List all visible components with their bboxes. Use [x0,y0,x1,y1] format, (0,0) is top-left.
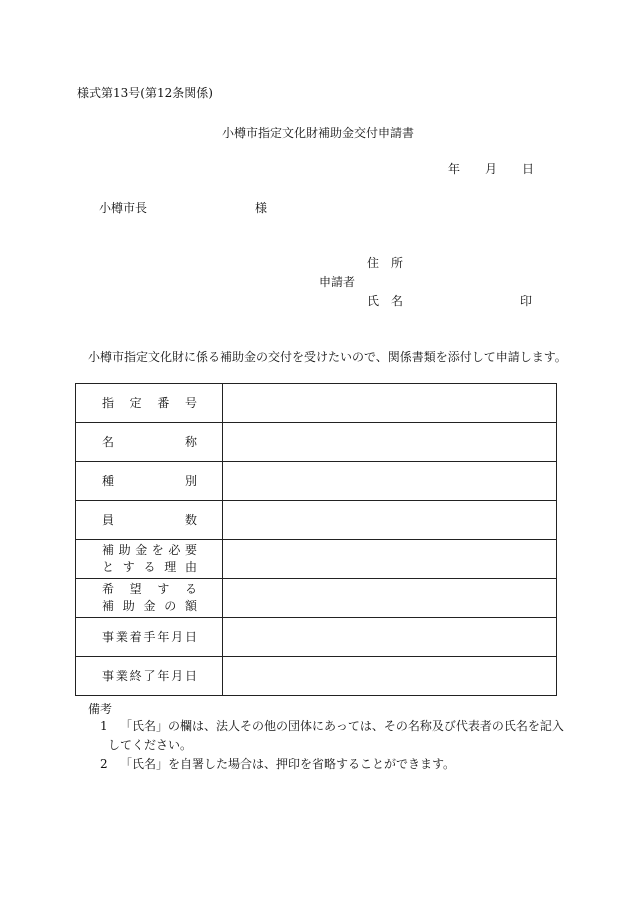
row-label [76,423,223,462]
label-char: 定 [129,395,142,410]
row-value-field[interactable] [223,579,557,618]
row-value-field[interactable] [223,384,557,423]
addressee-name: 小樽市長 [99,201,148,215]
label-char: 事 [102,668,115,683]
label-char: 手 [143,629,156,644]
row-value-field[interactable] [223,618,557,657]
label-char: 年 [157,629,170,644]
label-char: 日 [184,629,197,644]
row-label [76,657,223,696]
label-char: 終 [129,668,142,683]
table-row [76,657,557,696]
table-row [76,423,557,462]
note-text: 「氏名」の欄は、法人その他の団体にあっては、その名称及び代表者の氏名を記入 [120,719,564,733]
date-year: 年 [448,162,461,176]
name-label: 氏 名 [367,294,404,308]
label-char: 由 [184,560,197,574]
label-char: 了 [143,668,156,683]
label-char: 助 [118,543,131,557]
label-char: 号 [184,395,197,410]
label-line [76,581,222,598]
label-char: 日 [184,668,197,683]
table-row [76,462,557,501]
label-char: 理 [164,560,177,574]
label-char: 補 [102,599,115,613]
row-value-field[interactable] [223,423,557,462]
label-char: 助 [122,599,135,613]
label-char: 業 [115,629,128,644]
row-value-field[interactable] [223,540,557,579]
addressee-suffix: 様 [255,201,268,215]
note-item-1 [100,717,564,734]
label-line [76,629,222,646]
label-line [76,434,222,451]
label-char: る [143,560,156,574]
form-number: 様式第13号(第12条関係) [77,86,213,100]
row-label [76,579,223,618]
applicant-label: 申請者 [319,275,356,289]
label-char: 月 [171,629,184,644]
table-row [76,540,557,579]
label-char: 年 [157,668,170,683]
label-char: 業 [115,668,128,683]
label-char: 番 [157,395,170,410]
label-line [76,668,222,685]
table-row [76,618,557,657]
label-char: 金 [135,543,148,557]
notes-title: 備考 [88,702,113,716]
application-table [75,383,557,696]
note-number: 2 [100,757,108,771]
label-line [76,559,222,576]
label-line [76,512,222,529]
label-char: 事 [102,629,115,644]
label-line [76,473,222,490]
table-row [76,501,557,540]
row-label [76,384,223,423]
date-month: 月 [485,162,498,176]
note-item-1-continued: してください。 [108,738,193,752]
label-char: を [151,543,164,557]
label-char: 額 [184,599,197,613]
row-label [76,501,223,540]
label-char: 称 [184,434,197,449]
label-line [76,395,222,412]
label-line [76,542,222,559]
label-char: 指 [102,395,115,410]
row-value-field[interactable] [223,657,557,696]
application-statement: 小樽市指定文化財に係る補助金の交付を受けたいので、関係書類を添付して申請します。 [88,350,567,364]
label-char: 名 [102,434,115,449]
row-label [76,462,223,501]
label-char: 望 [129,582,142,596]
label-char: 種 [102,473,115,488]
label-char: 必 [168,543,181,557]
label-char: 員 [102,512,115,527]
label-char: 月 [171,668,184,683]
note-text: 「氏名」を自署した場合は、押印を省略することができます。 [120,757,456,771]
note-number: 1 [100,719,108,733]
date-day: 日 [522,162,535,176]
label-char: 数 [184,512,197,527]
label-char: と [102,560,115,574]
label-char: 希 [102,582,115,596]
label-char: 別 [184,473,197,488]
address-label: 住 所 [367,256,404,270]
note-item-2 [100,755,455,772]
label-line [76,598,222,615]
row-label [76,540,223,579]
label-char: 着 [129,629,142,644]
label-char: 金 [143,599,156,613]
document-title: 小樽市指定文化財補助金交付申請書 [222,126,415,140]
seal-mark: 印 [520,294,533,308]
label-char: す [122,560,135,574]
label-char: 補 [102,543,115,557]
table-row [76,384,557,423]
row-value-field[interactable] [223,462,557,501]
label-char: 要 [184,543,197,557]
label-char: る [184,582,197,596]
label-char: の [164,599,177,613]
row-label [76,618,223,657]
row-value-field[interactable] [223,501,557,540]
label-char: す [157,582,170,596]
table-row [76,579,557,618]
